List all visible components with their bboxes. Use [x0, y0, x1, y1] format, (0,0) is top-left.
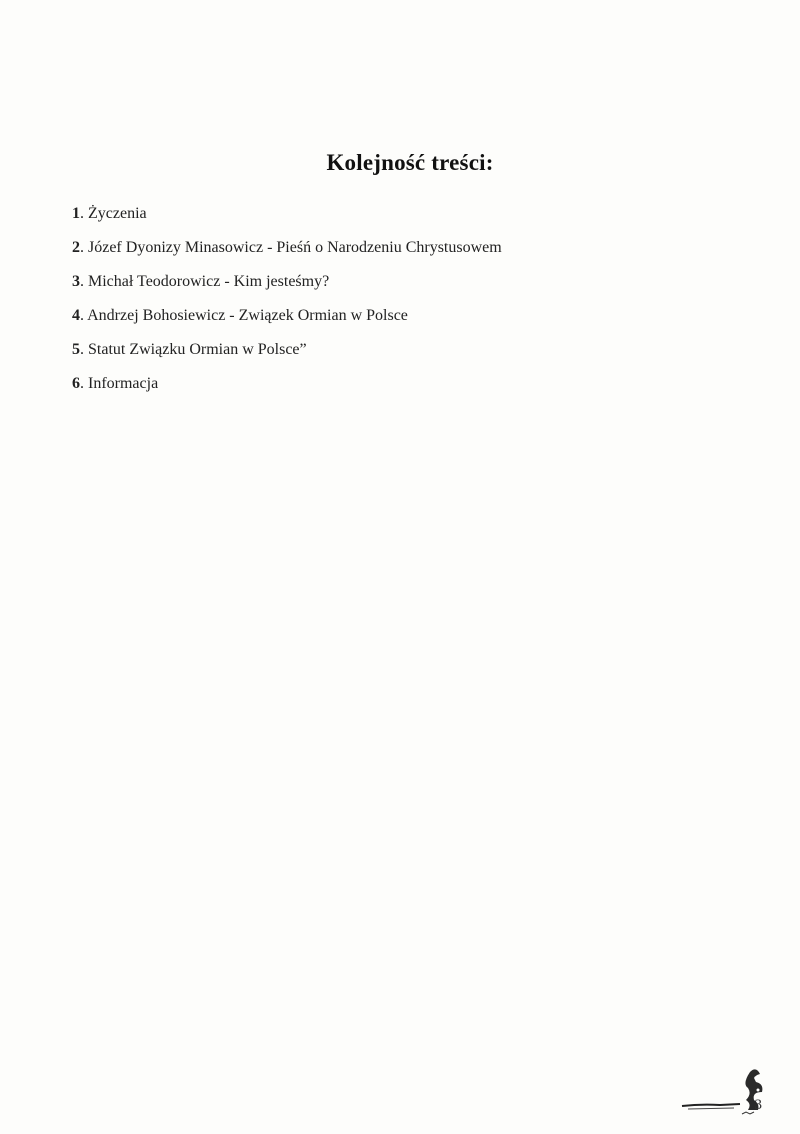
- page-footer: [680, 1060, 770, 1120]
- list-item: [72, 374, 502, 408]
- item-text: . Statut Związku Ormian w Polsce”: [80, 341, 307, 358]
- item-text: . Życzenia: [80, 205, 147, 222]
- item-text: . Michał Teodorowicz - Kim jesteśmy?: [80, 273, 330, 290]
- list-item: [72, 340, 502, 374]
- list-item: [72, 272, 502, 306]
- page-title: Kolejność treści:: [326, 150, 494, 175]
- item-number: 2: [72, 239, 80, 256]
- page-number: 3: [754, 1097, 762, 1113]
- list-item: [72, 238, 502, 272]
- item-text: . Informacja: [80, 375, 159, 392]
- item-number: 1: [72, 205, 80, 222]
- table-of-contents: [72, 204, 502, 408]
- item-number: 5: [72, 341, 80, 358]
- item-number: 3: [72, 273, 80, 290]
- list-item: [72, 306, 502, 340]
- list-item: [72, 204, 502, 238]
- item-number: 4: [72, 307, 80, 324]
- item-text: . Andrzej Bohosiewicz - Związek Ormian w Polsce: [80, 307, 408, 324]
- item-number: 6: [72, 375, 80, 392]
- item-text: . Józef Dyonizy Minasowicz - Pieśń o Narodzeniu Chrystusowem: [80, 239, 502, 256]
